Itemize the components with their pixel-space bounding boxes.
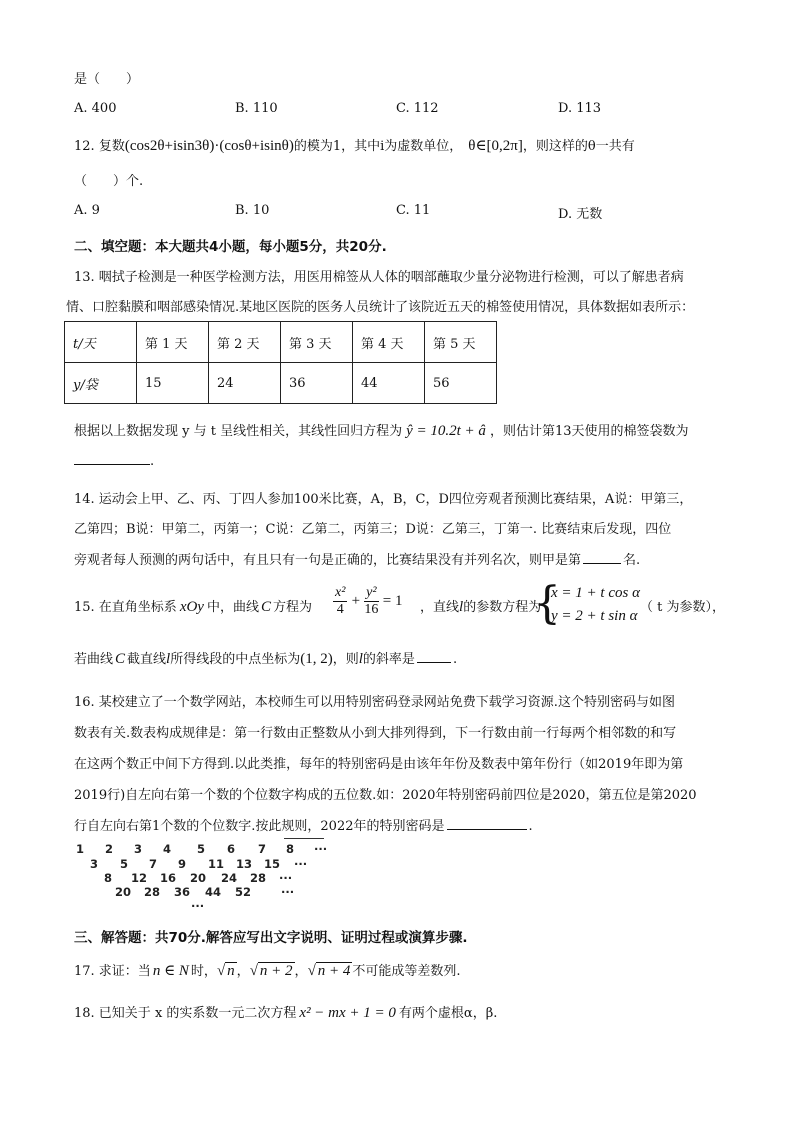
section-2-heading: 二、填空题：本大题共4小题，每小题5分，共20分. bbox=[74, 239, 387, 255]
q16-line3: 在这两个数正中间下方得到.以此类推，每年的特别密码是由该年年份及数表中第年份行（如2019年即为第 bbox=[74, 757, 684, 772]
comma: ， bbox=[236, 964, 250, 979]
numerator: x² bbox=[335, 585, 346, 600]
q12-expression: (cos2θ+isin3θ)·(cosθ+isinθ) bbox=[124, 138, 294, 154]
q13-regression-equation: ŷ = 10.2t + â bbox=[406, 423, 486, 439]
q17-mid: 时， bbox=[190, 964, 217, 979]
triangle-cell: ··· bbox=[279, 871, 293, 885]
q16-line1: 16. 某校建立了一个数学网站，本校师生可以用特别密码登录网站免费下载学习资源.这个特别密码与如图 bbox=[74, 695, 675, 710]
q12-stem-line2: （ ）个. bbox=[74, 174, 144, 189]
triangle-cell: 24 bbox=[221, 871, 238, 885]
table-header-row bbox=[65, 322, 497, 363]
q15-text4: 的参数方程为 bbox=[463, 600, 542, 615]
triangle-cell: 15 bbox=[264, 857, 281, 871]
triangle-cell: 7 bbox=[258, 842, 267, 856]
q15-line-l: l bbox=[459, 599, 464, 615]
q12-pre: 复数 bbox=[98, 139, 125, 154]
q15-text3: ，直线 bbox=[420, 600, 460, 615]
denominator: 16 bbox=[364, 602, 379, 617]
triangle-cell: 3 bbox=[134, 842, 143, 856]
triangle-cell: 28 bbox=[144, 885, 161, 899]
q13-answer-line bbox=[74, 452, 154, 469]
triangle-cell: 44 bbox=[205, 885, 222, 899]
q13-line2: 情、口腔黏膜和咽部感染情况.某地区医院的医务人员统计了该院近五天的棉签使用情况，具体数据如表所示： bbox=[66, 300, 695, 315]
table-cell: 15 bbox=[137, 363, 209, 404]
triangle-cell: 16 bbox=[160, 871, 177, 885]
q15-coord-system: xOy bbox=[179, 599, 204, 615]
triangle-cell: 8 bbox=[104, 871, 113, 885]
triangle-cell: 5 bbox=[120, 857, 129, 871]
q12-option-c: C. 11 bbox=[396, 203, 431, 218]
overline-divider bbox=[284, 838, 324, 839]
q15-param-x: x = 1 + t cos α bbox=[551, 585, 640, 601]
radicand: n + 4 bbox=[317, 963, 351, 979]
sqrt-n: √ n bbox=[216, 963, 235, 979]
plus-sign: + bbox=[351, 593, 361, 609]
q15-curve-c: C bbox=[260, 599, 271, 615]
q15-line2-mid2: 所得线段的中点坐标为 bbox=[170, 652, 301, 667]
q17-condition: n ∈ N bbox=[152, 963, 189, 979]
triangle-cell: 28 bbox=[250, 871, 267, 885]
left-brace-icon: { bbox=[533, 578, 561, 629]
q12-option-b: B. 10 bbox=[235, 203, 270, 218]
triangle-cell: 4 bbox=[163, 842, 172, 856]
table-header-cell: 第 3 天 bbox=[281, 322, 353, 363]
q15-curve-c: C bbox=[115, 651, 126, 667]
q15-line-l: l bbox=[166, 651, 171, 667]
q13-line3-post: ，则估计第13天使用的棉签袋数为 bbox=[489, 424, 689, 439]
q12-number: 12. bbox=[74, 139, 95, 154]
q12-stem bbox=[74, 135, 635, 155]
q16-line2: 数表有关.数表构成规律是：第一行数由正整数从小到大排列得到，下一行数由前一行每两个相邻数的和写 bbox=[74, 726, 677, 741]
table-cell: 56 bbox=[425, 363, 497, 404]
comma: ， bbox=[294, 964, 308, 979]
triangle-cell: ··· bbox=[191, 899, 205, 913]
sqrt-n-plus-4: √ n + 4 bbox=[307, 963, 351, 979]
q13-line3-pre: 根据以上数据发现 y 与 t 呈线性相关，其线性回归方程为 bbox=[74, 424, 403, 439]
triangle-cell: 20 bbox=[190, 871, 207, 885]
sqrt-n-plus-2: √ n + 2 bbox=[249, 963, 293, 979]
q14-line2: 乙第四；B说：甲第二，丙第一；C说：乙第二，丙第三；D说：乙第三，丁第一. 比赛结束后发现，四位 bbox=[74, 522, 672, 537]
q13-line1: 13. 咽拭子检测是一种医学检测方法，用医用棉签从人体的咽部蘸取少量分泌物进行检测，可以了解患者病 bbox=[74, 270, 684, 285]
q15-line2-post: 的斜率是 bbox=[362, 652, 415, 667]
table-header-cell: t/天 bbox=[65, 322, 137, 363]
q13-data-table bbox=[64, 321, 497, 404]
q15-line2-pre: 若曲线 bbox=[74, 652, 114, 667]
q15-line1-b bbox=[420, 596, 541, 616]
q15-line2-mid1: 截直线 bbox=[127, 652, 167, 667]
q16-answer-blank[interactable] bbox=[447, 817, 527, 830]
table-header-cell: 第 1 天 bbox=[137, 322, 209, 363]
q12-post: ，则这样的θ一共有 bbox=[522, 139, 635, 154]
q15-param-note: （ t 为参数）， bbox=[640, 600, 725, 615]
table-header-cell: 第 5 天 bbox=[425, 322, 497, 363]
q15-line1 bbox=[74, 596, 312, 616]
q14-line3 bbox=[74, 549, 640, 568]
q15-line2 bbox=[74, 648, 457, 668]
triangle-cell: 7 bbox=[149, 857, 158, 871]
table-header-cell: 第 2 天 bbox=[209, 322, 281, 363]
radicand: n + 2 bbox=[259, 963, 293, 979]
denominator: 4 bbox=[336, 602, 344, 617]
triangle-cell: 36 bbox=[174, 885, 191, 899]
q11-option-b: B. 110 bbox=[235, 101, 278, 116]
q15-line-l: l bbox=[358, 651, 363, 667]
triangle-cell: 3 bbox=[90, 857, 99, 871]
q18-stem bbox=[74, 1002, 497, 1022]
q14-line1: 14. 运动会上甲、乙、丙、丁四人参加100米比赛，A，B，C，D四位旁观者预测比赛结果，A说：甲第三， bbox=[74, 492, 693, 507]
equals-one: = 1 bbox=[382, 593, 403, 609]
q18-pre: 18. 已知关于 x 的实系数一元二次方程 bbox=[74, 1006, 297, 1021]
triangle-cell: 8 bbox=[286, 842, 295, 856]
triangle-cell: 52 bbox=[235, 885, 252, 899]
section-3-heading: 三、解答题：共70分.解答应写出文字说明、证明过程或演算步骤. bbox=[74, 930, 468, 946]
triangle-cell: 2 bbox=[105, 842, 114, 856]
q15-end: . bbox=[452, 652, 458, 667]
q11-stem-tail: 是（ ） bbox=[74, 72, 140, 87]
triangle-cell: 1 bbox=[76, 842, 85, 856]
table-cell: y/袋 bbox=[65, 363, 137, 404]
triangle-cell: 6 bbox=[227, 842, 236, 856]
table-row bbox=[65, 363, 497, 404]
q15-midpoint: (1, 2) bbox=[300, 651, 333, 667]
q12-option-a: A. 9 bbox=[74, 203, 100, 218]
q15-param-y: y = 2 + t sin α bbox=[551, 608, 638, 624]
table-cell: 24 bbox=[209, 363, 281, 404]
q18-equation: x² − mx + 1 = 0 bbox=[299, 1005, 396, 1021]
q17-pre: 17. 求证：当 bbox=[74, 964, 151, 979]
q12-option-d: D. 无数 bbox=[558, 207, 603, 222]
q18-post: 有两个虚根α，β. bbox=[398, 1006, 498, 1021]
triangle-cell: 9 bbox=[178, 857, 187, 871]
q15-ellipse-equation bbox=[333, 585, 402, 618]
q15-answer-blank[interactable] bbox=[417, 650, 451, 663]
radicand: n bbox=[227, 963, 235, 979]
table-cell: 44 bbox=[353, 363, 425, 404]
triangle-cell: 20 bbox=[115, 885, 132, 899]
q15-text2: 方程为 bbox=[273, 600, 313, 615]
triangle-cell: 5 bbox=[197, 842, 206, 856]
q14-line3-post: 名. bbox=[623, 553, 641, 568]
q16-line5 bbox=[74, 815, 533, 834]
q15-number: 15. 在直角坐标系 bbox=[74, 600, 177, 615]
q13-line3 bbox=[74, 420, 688, 440]
q16-line5-pre: 行自左向右第1个数的个位数字.按此规则，2022年的特别密码是 bbox=[74, 819, 445, 834]
q17-post: 不可能成等差数列. bbox=[352, 964, 461, 979]
q16-line4: 2019行)自左向右第一个数的个位数字构成的五位数.如：2020年特别密码前四位是2020，第五位是第2020 bbox=[74, 788, 697, 803]
q16-line5-post: . bbox=[528, 819, 533, 834]
q15-line2-mid3: ，则 bbox=[332, 652, 359, 667]
number-triangle-figure bbox=[74, 838, 334, 913]
q15-text1: 中，曲线 bbox=[206, 600, 259, 615]
table-cell: 36 bbox=[281, 363, 353, 404]
q12-mid: 的模为1，其中i为虚数单位， bbox=[293, 139, 463, 154]
triangle-cell: ··· bbox=[294, 857, 308, 871]
q11-option-a: A. 400 bbox=[74, 101, 117, 116]
triangle-cell: 11 bbox=[208, 857, 225, 871]
triangle-cell: ··· bbox=[281, 885, 295, 899]
q17-stem bbox=[74, 960, 461, 980]
q14-line3-pre: 旁观者每人预测的两句话中，有且只有一句是正确的，比赛结果没有并列名次，则甲是第 bbox=[74, 553, 582, 568]
triangle-cell: 12 bbox=[131, 871, 148, 885]
q13-answer-blank[interactable] bbox=[74, 452, 150, 465]
triangle-cell: 13 bbox=[236, 857, 253, 871]
numerator: y² bbox=[366, 585, 377, 600]
q14-answer-blank[interactable] bbox=[583, 551, 621, 564]
q13-end: . bbox=[150, 454, 155, 469]
q11-option-d: D. 113 bbox=[558, 101, 602, 116]
fraction bbox=[333, 585, 347, 618]
fraction bbox=[364, 585, 378, 618]
table-header-cell: 第 4 天 bbox=[353, 322, 425, 363]
triangle-cell: ··· bbox=[314, 842, 328, 856]
q12-condition: θ∈[0,2π] bbox=[468, 138, 523, 154]
q11-option-c: C. 112 bbox=[396, 101, 439, 116]
